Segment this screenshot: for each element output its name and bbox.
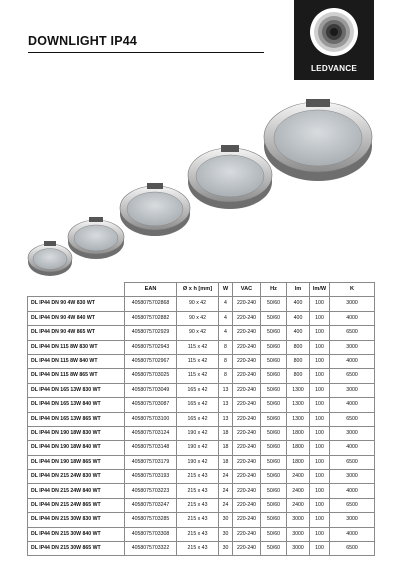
table-cell: 220-240 [233, 426, 261, 440]
table-cell: 100 [310, 354, 330, 368]
ledvance-logo [294, 0, 374, 80]
header-cell: VAC [233, 283, 261, 297]
table-cell: 215 x 43 [177, 527, 219, 541]
table-row [28, 484, 375, 498]
table-cell: 165 x 42 [177, 398, 219, 412]
table-cell: 50/60 [261, 340, 287, 354]
spec-table [27, 282, 375, 556]
table-cell: 100 [310, 498, 330, 512]
table-cell: 4058075703223 [125, 484, 177, 498]
table-cell: 18 [219, 441, 233, 455]
table-cell: 3000 [287, 527, 310, 541]
table-header-row [28, 283, 375, 297]
table-cell: 100 [310, 369, 330, 383]
table-cell: 4058075703308 [125, 527, 177, 541]
table-cell: 220-240 [233, 470, 261, 484]
table-cell: 6500 [330, 455, 375, 469]
table-cell: 50/60 [261, 297, 287, 311]
table-cell: 4 [219, 297, 233, 311]
table-cell: 50/60 [261, 426, 287, 440]
table-cell: 220-240 [233, 441, 261, 455]
table-row [28, 297, 375, 311]
table-cell: 3000 [330, 426, 375, 440]
table-cell: 1300 [287, 398, 310, 412]
table-cell: 220-240 [233, 369, 261, 383]
header-cell: EAN [125, 283, 177, 297]
table-cell: 50/60 [261, 311, 287, 325]
table-cell: 100 [310, 470, 330, 484]
product-name-cell: DL IP44 DN 215 30W 840 WT [28, 527, 125, 541]
table-cell: 50/60 [261, 369, 287, 383]
product-name-cell: DL IP44 DN 115 8W 865 WT [28, 369, 125, 383]
product-name-cell: DL IP44 DN 215 24W 865 WT [28, 498, 125, 512]
table-cell: 220-240 [233, 297, 261, 311]
table-cell: 4000 [330, 441, 375, 455]
table-cell: 30 [219, 542, 233, 556]
table-cell: 50/60 [261, 470, 287, 484]
product-name-cell: DL IP44 DN 215 30W 830 WT [28, 513, 125, 527]
table-cell: 100 [310, 484, 330, 498]
table-cell: 90 x 42 [177, 297, 219, 311]
table-cell: 220-240 [233, 513, 261, 527]
table-cell: 4058075703124 [125, 426, 177, 440]
table-cell: 215 x 43 [177, 513, 219, 527]
table-cell: 50/60 [261, 484, 287, 498]
table-cell: 220-240 [233, 542, 261, 556]
table-cell: 165 x 42 [177, 412, 219, 426]
product-name-cell: DL IP44 DN 165 13W 830 WT [28, 383, 125, 397]
table-cell: 220-240 [233, 340, 261, 354]
product-name-cell: DL IP44 DN 90 4W 865 WT [28, 326, 125, 340]
table-cell: 13 [219, 383, 233, 397]
table-row [28, 513, 375, 527]
table-cell: 100 [310, 513, 330, 527]
table-cell: 4058075703179 [125, 455, 177, 469]
table-cell: 3000 [287, 513, 310, 527]
product-name-cell: DL IP44 DN 115 8W 840 WT [28, 354, 125, 368]
table-cell: 90 x 42 [177, 326, 219, 340]
table-cell: 115 x 42 [177, 354, 219, 368]
table-cell: 3000 [330, 470, 375, 484]
page-title: DOWNLIGHT IP44 [28, 34, 138, 48]
table-cell: 100 [310, 527, 330, 541]
table-cell: 100 [310, 441, 330, 455]
table-cell: 220-240 [233, 326, 261, 340]
table-cell: 3000 [330, 383, 375, 397]
table-cell: 220-240 [233, 354, 261, 368]
table-row [28, 398, 375, 412]
table-cell: 100 [310, 398, 330, 412]
table-row [28, 354, 375, 368]
table-row [28, 470, 375, 484]
table-cell: 4058075703285 [125, 513, 177, 527]
table-cell: 220-240 [233, 455, 261, 469]
downlight-product-illustration [0, 80, 400, 280]
header-cell: lm [287, 283, 310, 297]
product-name-cell: DL IP44 DN 115 8W 830 WT [28, 340, 125, 354]
table-cell: 4058075702929 [125, 326, 177, 340]
table-cell: 165 x 42 [177, 383, 219, 397]
table-row [28, 326, 375, 340]
downlight-90 [28, 241, 72, 276]
product-name-cell: DL IP44 DN 215 24W 840 WT [28, 484, 125, 498]
table-cell: 100 [310, 542, 330, 556]
table-cell: 90 x 42 [177, 311, 219, 325]
table-cell: 1300 [287, 383, 310, 397]
table-cell: 50/60 [261, 441, 287, 455]
table-cell: 4058075703100 [125, 412, 177, 426]
table-row [28, 455, 375, 469]
table-cell: 400 [287, 311, 310, 325]
table-row [28, 498, 375, 512]
header-cell: W [219, 283, 233, 297]
table-cell: 100 [310, 383, 330, 397]
table-cell: 8 [219, 340, 233, 354]
table-cell: 800 [287, 340, 310, 354]
table-cell: 50/60 [261, 383, 287, 397]
table-cell: 18 [219, 455, 233, 469]
table-cell: 100 [310, 326, 330, 340]
table-cell: 4000 [330, 398, 375, 412]
table-cell: 3000 [287, 542, 310, 556]
table-cell: 1800 [287, 441, 310, 455]
table-cell: 50/60 [261, 513, 287, 527]
table-cell: 30 [219, 513, 233, 527]
downlight-190 [188, 145, 272, 209]
table-cell: 50/60 [261, 398, 287, 412]
downlight-165 [120, 183, 190, 236]
table-cell: 3000 [330, 297, 375, 311]
table-cell: 100 [310, 426, 330, 440]
header-cell: Hz [261, 283, 287, 297]
product-name-cell: DL IP44 DN 215 24W 830 WT [28, 470, 125, 484]
table-cell: 3000 [330, 340, 375, 354]
table-cell: 4000 [330, 527, 375, 541]
brand-name: LEDVANCE [310, 64, 358, 73]
product-name-cell: DL IP44 DN 165 13W 840 WT [28, 398, 125, 412]
table-row [28, 311, 375, 325]
table-cell: 190 x 42 [177, 426, 219, 440]
product-name-cell: DL IP44 DN 190 18W 865 WT [28, 455, 125, 469]
table-cell: 100 [310, 455, 330, 469]
table-cell: 30 [219, 527, 233, 541]
product-name-cell: DL IP44 DN 90 4W 830 WT [28, 297, 125, 311]
table-row [28, 426, 375, 440]
product-name-cell: DL IP44 DN 90 4W 840 WT [28, 311, 125, 325]
table-cell: 4058075702967 [125, 354, 177, 368]
table-cell: 220-240 [233, 412, 261, 426]
product-name-cell: DL IP44 DN 215 30W 865 WT [28, 542, 125, 556]
table-cell: 220-240 [233, 311, 261, 325]
table-cell: 400 [287, 297, 310, 311]
table-cell: 4058075703247 [125, 498, 177, 512]
table-cell: 215 x 43 [177, 498, 219, 512]
table-cell: 4058075703193 [125, 470, 177, 484]
table-cell: 4 [219, 311, 233, 325]
table-cell: 115 x 42 [177, 340, 219, 354]
table-row [28, 369, 375, 383]
table-cell: 6500 [330, 412, 375, 426]
table-cell: 4 [219, 326, 233, 340]
table-cell: 4058075702868 [125, 297, 177, 311]
table-cell: 50/60 [261, 498, 287, 512]
downlight-215 [264, 99, 372, 181]
table-cell: 4000 [330, 484, 375, 498]
table-cell: 24 [219, 470, 233, 484]
table-cell: 6500 [330, 498, 375, 512]
table-cell: 220-240 [233, 398, 261, 412]
table-cell: 18 [219, 426, 233, 440]
table-cell: 24 [219, 484, 233, 498]
table-cell: 50/60 [261, 455, 287, 469]
table-cell: 220-240 [233, 383, 261, 397]
table-cell: 50/60 [261, 527, 287, 541]
table-cell: 50/60 [261, 542, 287, 556]
table-cell: 800 [287, 354, 310, 368]
table-cell: 1300 [287, 412, 310, 426]
table-cell: 6500 [330, 369, 375, 383]
table-cell: 4058075703087 [125, 398, 177, 412]
product-name-cell: DL IP44 DN 165 13W 865 WT [28, 412, 125, 426]
table-cell: 800 [287, 369, 310, 383]
table-cell: 2400 [287, 484, 310, 498]
table-cell: 4058075703049 [125, 383, 177, 397]
table-cell: 24 [219, 498, 233, 512]
title-underline [28, 52, 264, 53]
table-cell: 100 [310, 340, 330, 354]
table-cell: 4000 [330, 354, 375, 368]
table-cell: 2400 [287, 470, 310, 484]
product-name-cell: DL IP44 DN 190 18W 830 WT [28, 426, 125, 440]
table-row [28, 383, 375, 397]
header-cell: K [330, 283, 375, 297]
table-cell: 215 x 43 [177, 470, 219, 484]
table-row [28, 441, 375, 455]
table-cell: 50/60 [261, 326, 287, 340]
table-cell: 100 [310, 297, 330, 311]
table-cell: 1800 [287, 426, 310, 440]
downlight-115 [68, 217, 124, 259]
table-cell: 1800 [287, 455, 310, 469]
table-cell: 13 [219, 398, 233, 412]
product-name-cell: DL IP44 DN 190 18W 840 WT [28, 441, 125, 455]
table-cell: 115 x 42 [177, 369, 219, 383]
table-cell: 220-240 [233, 527, 261, 541]
table-row [28, 542, 375, 556]
table-cell: 6500 [330, 326, 375, 340]
table-cell: 220-240 [233, 484, 261, 498]
table-cell: 8 [219, 369, 233, 383]
table-row [28, 527, 375, 541]
table-cell: 215 x 43 [177, 484, 219, 498]
table-cell: 100 [310, 311, 330, 325]
header-cell [28, 283, 125, 297]
table-cell: 4058075703322 [125, 542, 177, 556]
table-cell: 4000 [330, 311, 375, 325]
table-cell: 50/60 [261, 354, 287, 368]
table-cell: 2400 [287, 498, 310, 512]
table-cell: 4058075703148 [125, 441, 177, 455]
header-cell: Ø x h [mm] [177, 283, 219, 297]
table-cell: 3000 [330, 513, 375, 527]
table-cell: 13 [219, 412, 233, 426]
table-cell: 6500 [330, 542, 375, 556]
table-row [28, 340, 375, 354]
table-cell: 215 x 43 [177, 542, 219, 556]
table-cell: 100 [310, 412, 330, 426]
table-cell: 4058075702943 [125, 340, 177, 354]
table-cell: 4058075702882 [125, 311, 177, 325]
table-cell: 190 x 42 [177, 441, 219, 455]
table-row [28, 412, 375, 426]
header-cell: lm/W [310, 283, 330, 297]
table-cell: 4058075703025 [125, 369, 177, 383]
table-cell: 220-240 [233, 498, 261, 512]
table-cell: 8 [219, 354, 233, 368]
table-cell: 400 [287, 326, 310, 340]
table-cell: 50/60 [261, 412, 287, 426]
table-cell: 190 x 42 [177, 455, 219, 469]
